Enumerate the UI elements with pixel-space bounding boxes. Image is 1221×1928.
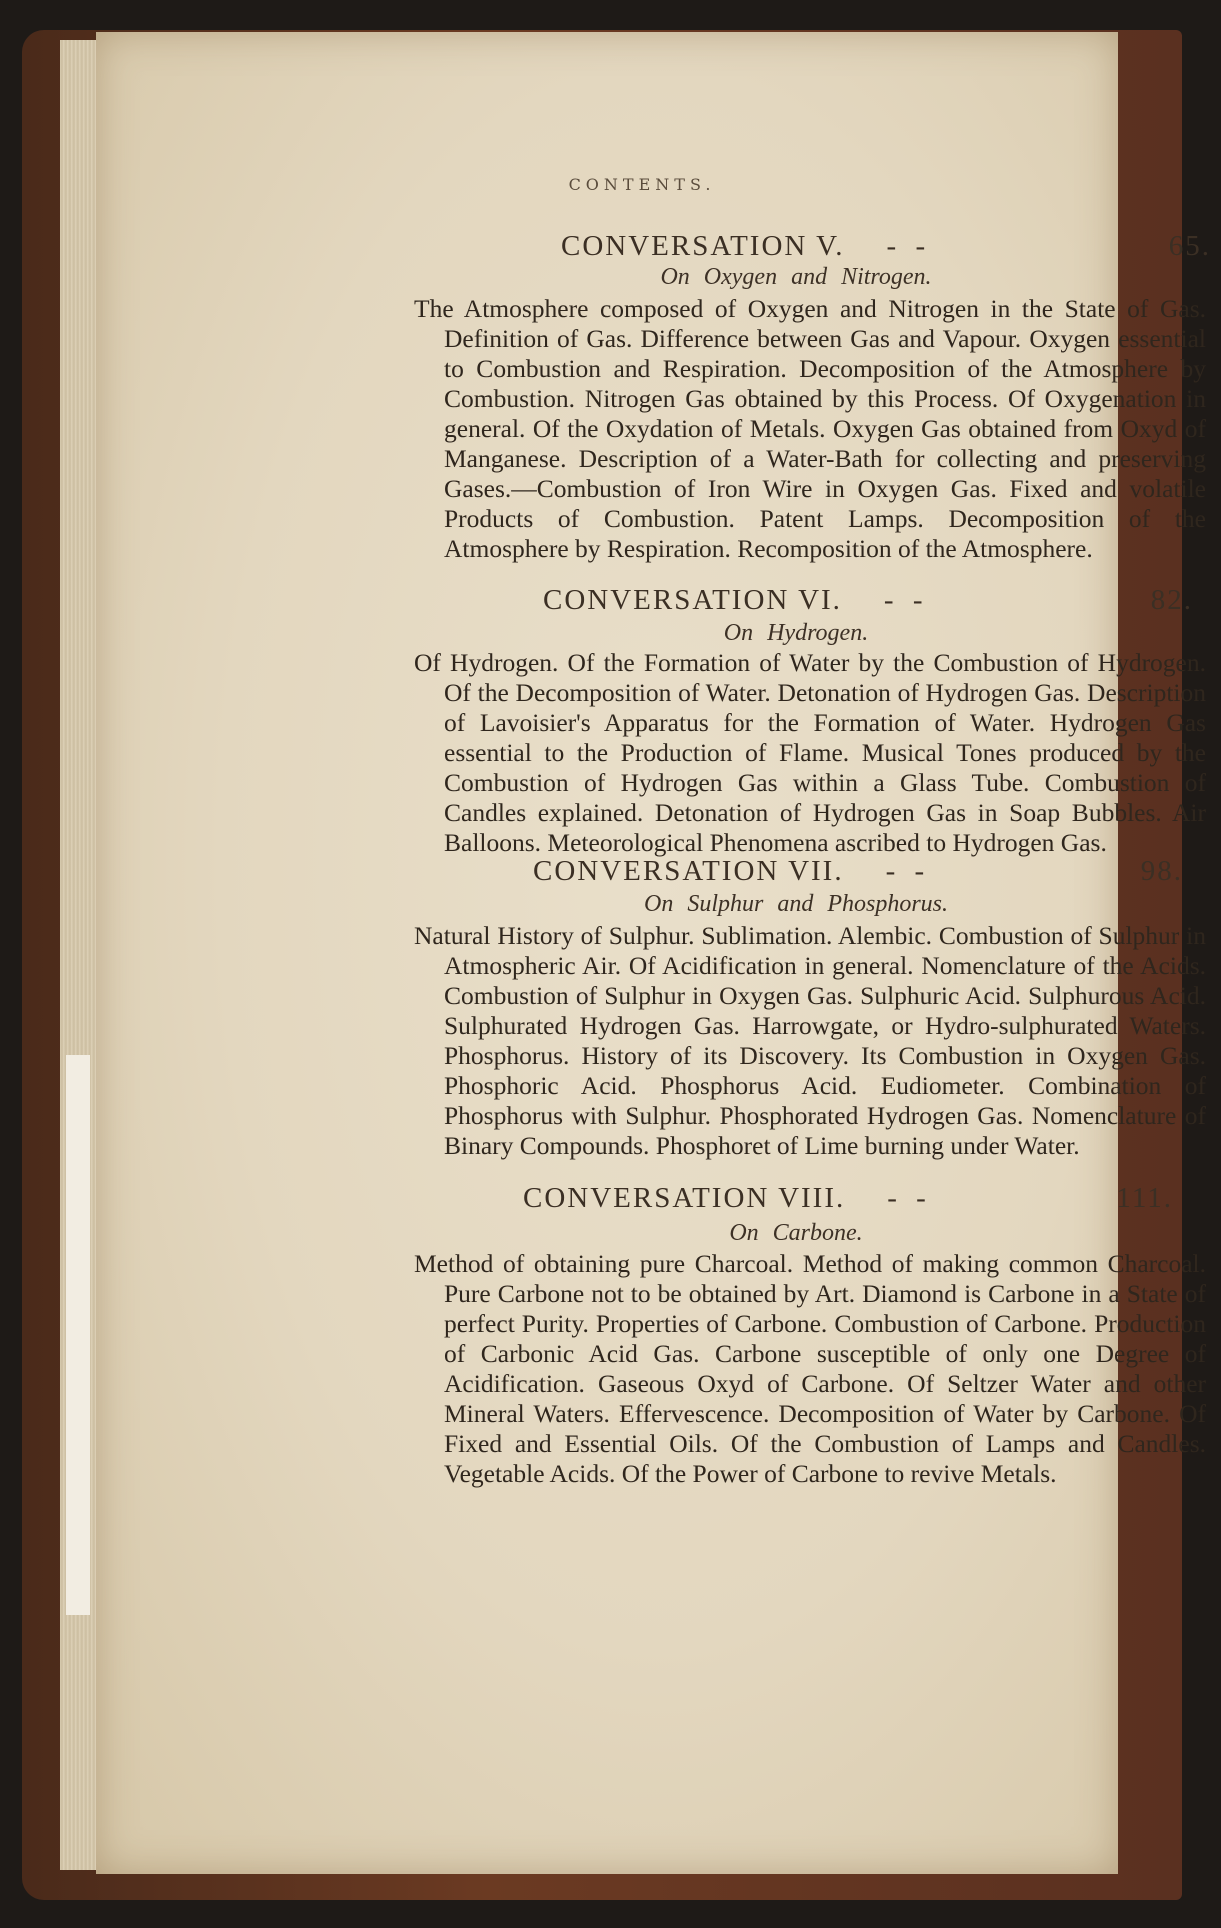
section-heading: [561, 230, 1221, 263]
section-subtitle: On Carbone.: [729, 1220, 863, 1246]
section-subtitle: On Oxygen and Nitrogen.: [660, 264, 932, 290]
section-heading: [523, 1182, 1183, 1215]
paper-insert: [66, 1055, 90, 1615]
leader-dashes: - -: [883, 584, 929, 616]
section-summary: Of Hydrogen. Of the Formation of Water by the Combustion of Hydrogen. Of the Decomposition of Water. Detonation of Hydrogen Gas. Description of Lavoisier's Apparatus for the Formation of Water. Hydrogen Gas essential to the Production of Flame. Musical Tones produced by the Combustion of Hydrogen Gas within a Glass Tube. Combustion of Candles explained. Detonation of Hydrogen Gas in Soap Bubbles. Air Balloons. Meteorological Phenomena ascribed to Hydrogen Gas.: [414, 648, 1206, 857]
page-number: 111.: [1116, 1182, 1173, 1214]
section-title: CONVERSATION VI.: [543, 584, 842, 616]
page-number: 82.: [1150, 584, 1193, 616]
book-page: [96, 32, 1211, 1874]
page-number: 98.: [1140, 855, 1183, 887]
page-number: 65.: [1168, 230, 1211, 262]
section-heading: [543, 584, 1203, 617]
page-header: CONTENTS.: [568, 175, 716, 194]
leader-dashes: - -: [885, 855, 931, 887]
section-summary: Method of obtaining pure Charcoal. Method of making common Charcoal. Pure Carbone not to be obtained by Art. Diamond is Carbone in a State of perfect Purity. Properties of Carbone. Combustion of Carbone. Production of Carbonic Acid Gas. Carbone susceptible of only one Degree of Acidification. Gaseous Oxyd of Carbone. Of Seltzer Water and other Mineral Waters. Effervescence. Decomposition of Water by Carbone. Of Fixed and Essential Oils. Of the Combustion of Lamps and Candles. Vegetable Acids. Of the Power of Carbone to revive Metals.: [414, 1249, 1206, 1488]
section-summary: Natural History of Sulphur. Sublimation. Alembic. Combustion of Sulphur in Atmospheric Air. Of Acidification in general. Nomenclature of the Acids. Combustion of Sulphur in Oxygen Gas. Sulphuric Acid. Sulphurous Acid. Sulphurated Hydrogen Gas. Harrowgate, or Hydro-sulphurated Waters. Phosphorus. History of its Discovery. Its Combustion in Oxygen Gas. Phosphoric Acid. Phosphorus Acid. Eudiometer. Combination of Phosphorus with Sulphur. Phosphorated Hydrogen Gas. Nomenclature of Binary Compounds. Phosphoret of Lime burning under Water.: [414, 921, 1206, 1160]
section-summary: The Atmosphere composed of Oxygen and Nitrogen in the State of Gas. Definition of Gas. Difference between Gas and Vapour. Oxygen essential to Combustion and Respiration. Decomposition of the Atmosphere by Combustion. Nitrogen Gas obtained by this Process. Of Oxygenation in general. Of the Oxydation of Metals. Oxygen Gas obtained from Oxyd of Manganese. Description of a Water-Bath for collecting and preserving Gases.—Combustion of Iron Wire in Oxygen Gas. Fixed and volatile Products of Combustion. Patent Lamps. Decomposition of the Atmosphere by Respiration. Recomposition of the Atmosphere.: [414, 294, 1206, 563]
section-subtitle: On Hydrogen.: [723, 620, 869, 646]
section-title: CONVERSATION VII.: [533, 855, 844, 887]
section-title: CONVERSATION V.: [561, 230, 845, 262]
section-heading: [533, 855, 1193, 888]
leader-dashes: - -: [886, 230, 932, 262]
section-subtitle: On Sulphur and Phosphorus.: [643, 891, 949, 917]
section-title: CONVERSATION VIII.: [523, 1182, 846, 1214]
leader-dashes: - -: [887, 1182, 932, 1214]
